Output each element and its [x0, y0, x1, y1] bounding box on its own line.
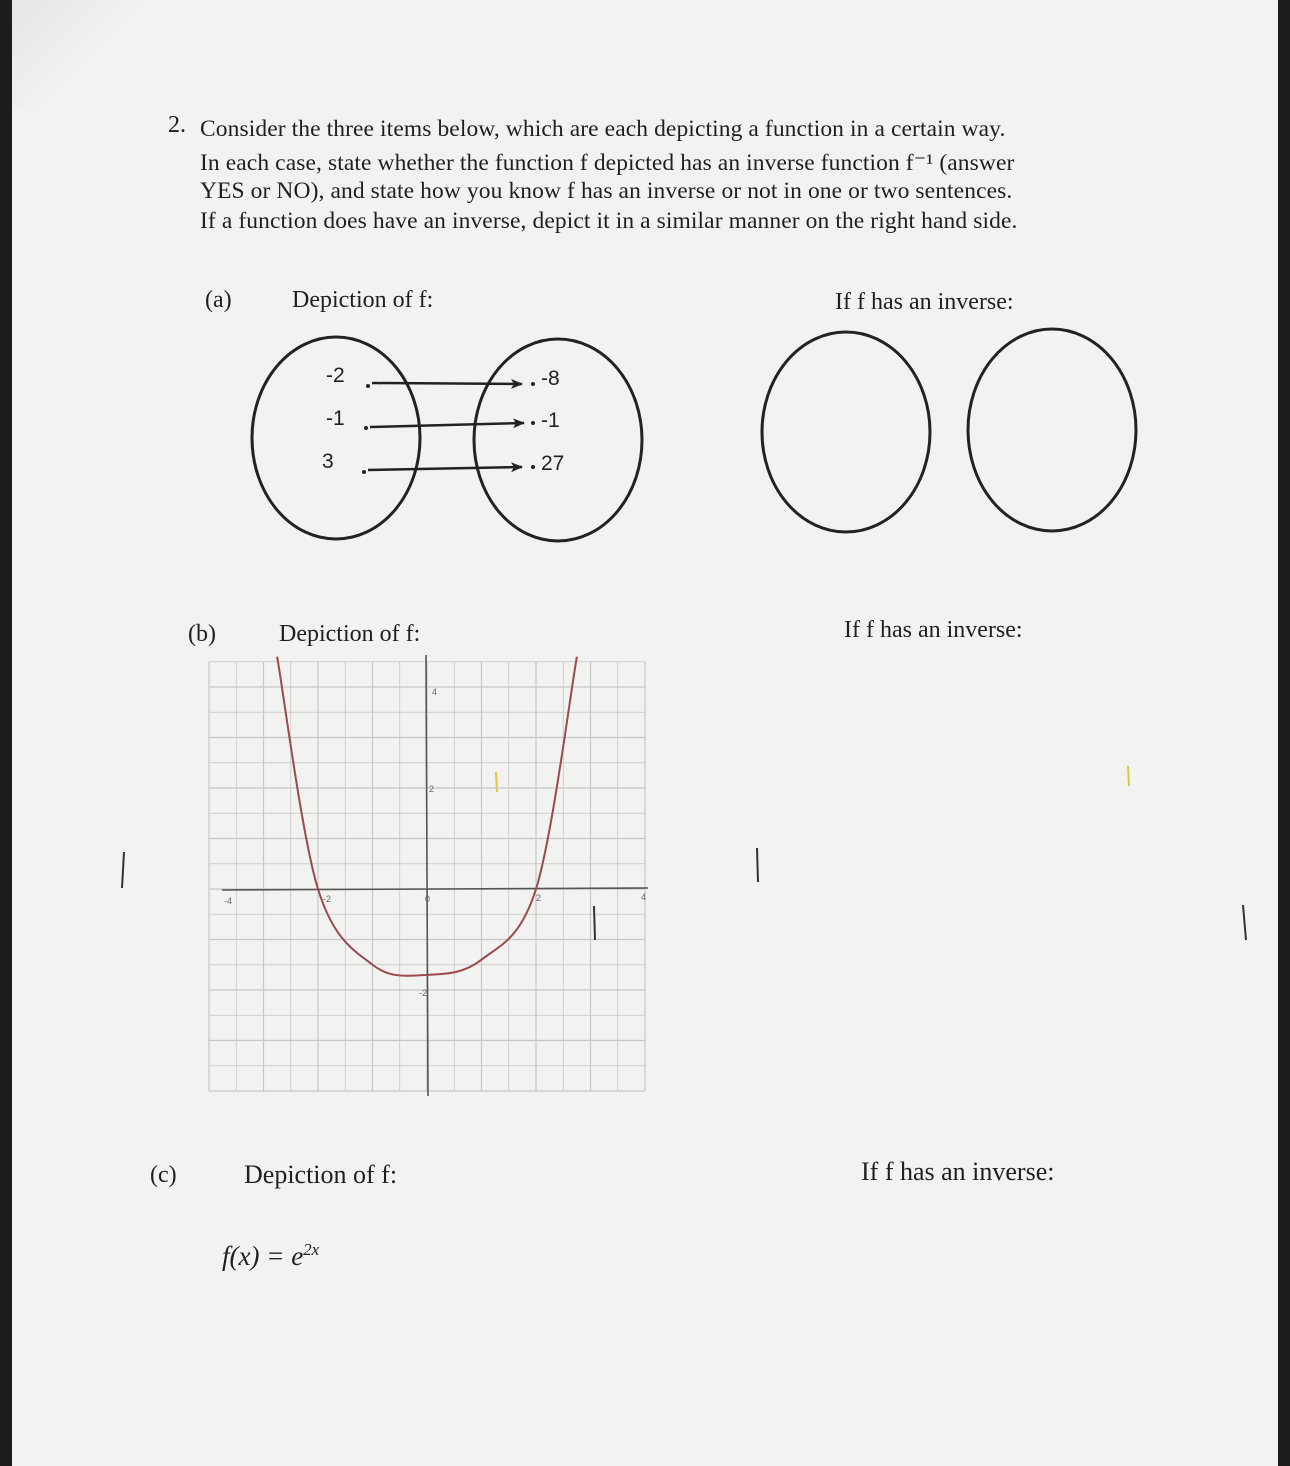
x-tick-label: 2 — [536, 893, 542, 903]
domain-value: -1 — [326, 407, 345, 430]
part-b-depiction-label: Depiction of f: — [279, 621, 421, 647]
y-tick-label: -2 — [419, 988, 428, 998]
question-line-2: In each case, state whether the function f depicted has an inverse function f⁻¹ (answer — [200, 150, 1015, 176]
x-tick-label: -4 — [224, 896, 233, 906]
question-line-4: If a function does have an inverse, depict it in a similar manner on the right hand side. — [200, 208, 1018, 234]
formula-exponent: 2x — [303, 1240, 320, 1259]
part-c-formula — [222, 1240, 319, 1272]
stray-mark — [594, 906, 595, 940]
part-a-inverse-label: If f has an inverse: — [835, 289, 1014, 315]
codomain-value: -8 — [541, 367, 560, 390]
x-tick-label: 4 — [641, 892, 647, 902]
part-c-label: (c) — [150, 1162, 177, 1188]
question-line-3: YES or NO), and state how you know f has an inverse or not in one or two sentences. — [200, 178, 1013, 204]
domain-value: 3 — [322, 450, 334, 473]
part-b-inverse-label: If f has an inverse: — [844, 617, 1023, 643]
part-a-label: (a) — [205, 287, 232, 313]
part-a-depiction-label: Depiction of f: — [292, 287, 434, 313]
part-c-depiction-label: Depiction of f: — [244, 1160, 398, 1189]
question-line-1: Consider the three items below, which are each depicting a function in a certain way. — [200, 116, 1006, 142]
question-number: 2. — [168, 112, 186, 138]
x-axis — [222, 888, 648, 890]
y-tick-label: 2 — [429, 784, 435, 794]
domain-value: -2 — [326, 364, 345, 387]
part-c-inverse-label: If f has an inverse: — [861, 1157, 1055, 1186]
part-b-label: (b) — [188, 621, 216, 647]
y-tick-label: 4 — [432, 687, 438, 697]
x-tick-label: -2 — [323, 894, 332, 904]
codomain-value: 27 — [541, 452, 565, 475]
formula-lhs: f(x) = e — [222, 1241, 304, 1271]
x-tick-label: 0 — [425, 894, 431, 904]
y-axis — [425, 655, 431, 1096]
codomain-value: -1 — [541, 409, 560, 432]
